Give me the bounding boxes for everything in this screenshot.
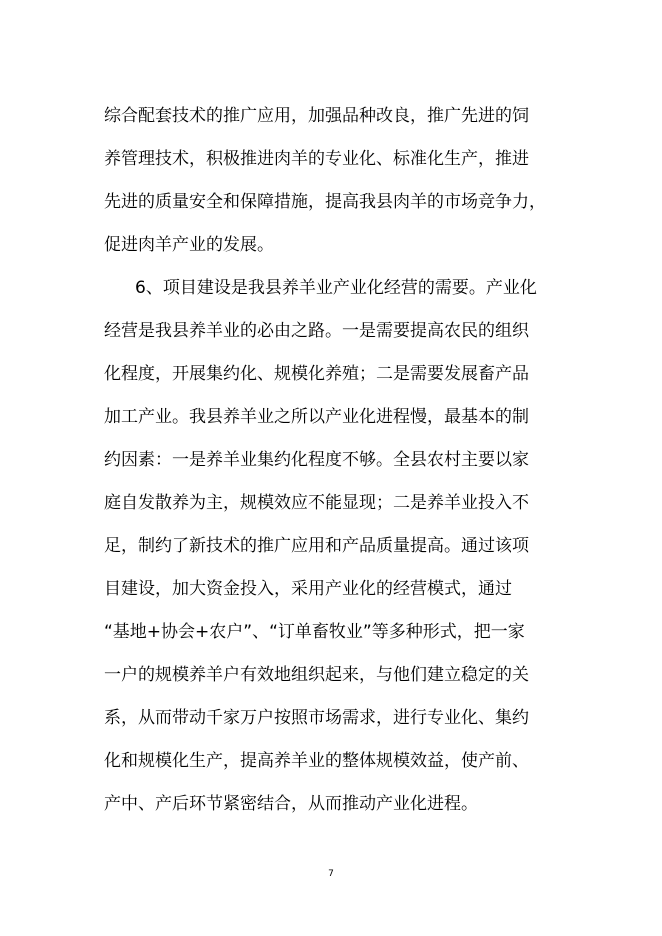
- line-text: 足，制约了新技术的推广应用和产品质量提高。通过该项: [104, 536, 529, 556]
- line-text: 6、项目建设是我县养羊业产业化经营的需要。产业化: [135, 278, 537, 298]
- text-line-3: [0, 190, 662, 230]
- text-line-9: [0, 448, 662, 488]
- text-line-16: [0, 749, 662, 789]
- line-text: 加工产业。我县养羊业之所以产业化进程慢，最基本的制: [104, 407, 529, 427]
- line-text: 约因素：一是养羊业集约化程度不够。全县农村主要以家: [104, 450, 529, 470]
- text-line-6: [0, 319, 662, 359]
- text-line-2: [0, 147, 662, 187]
- text-line-1: [0, 104, 662, 144]
- text-line-14: [0, 663, 662, 703]
- line-text: “基地+协会+农户”、“订单畜牧业”等多种形式，把一家: [104, 622, 525, 642]
- text-line-13: [0, 620, 662, 660]
- text-line-8: [0, 405, 662, 445]
- line-text: 促进肉羊产业的发展。: [104, 235, 274, 255]
- text-line-5: [0, 276, 662, 316]
- text-line-12: [0, 577, 662, 617]
- line-text: 养管理技术，积极推进肉羊的专业化、标准化生产，推进: [104, 149, 529, 169]
- line-text: 一户的规模养羊户有效地组织起来，与他们建立稳定的关: [104, 665, 529, 685]
- line-text: 目建设，加大资金投入，采用产业化的经营模式，通过: [104, 579, 512, 599]
- text-line-7: [0, 362, 662, 402]
- text-line-10: [0, 491, 662, 531]
- text-line-11: [0, 534, 662, 574]
- line-text: 产中、产后环节紧密结合，从而推动产业化进程。: [104, 794, 478, 814]
- line-text: 系，从而带动千家万户按照市场需求，进行专业化、集约: [104, 708, 529, 728]
- line-text: 综合配套技术的推广应用，加强品种改良，推广先进的饲: [104, 106, 529, 126]
- line-text: 化和规模化生产，提高养羊业的整体规模效益，使产前、: [104, 751, 529, 771]
- line-text: 经营是我县养羊业的必由之路。一是需要提高农民的组织: [104, 321, 529, 341]
- line-text: 化程度，开展集约化、规模化养殖；二是需要发展畜产品: [104, 364, 529, 384]
- text-line-17: [0, 792, 662, 832]
- text-line-4: [0, 233, 662, 273]
- text-line-15: [0, 706, 662, 746]
- line-text: 庭自发散养为主，规模效应不能显现；二是养羊业投入不: [104, 493, 529, 513]
- page-number: 7: [328, 869, 334, 879]
- line-text: 先进的质量安全和保障措施，提高我县肉羊的市场竞争力，: [104, 192, 546, 212]
